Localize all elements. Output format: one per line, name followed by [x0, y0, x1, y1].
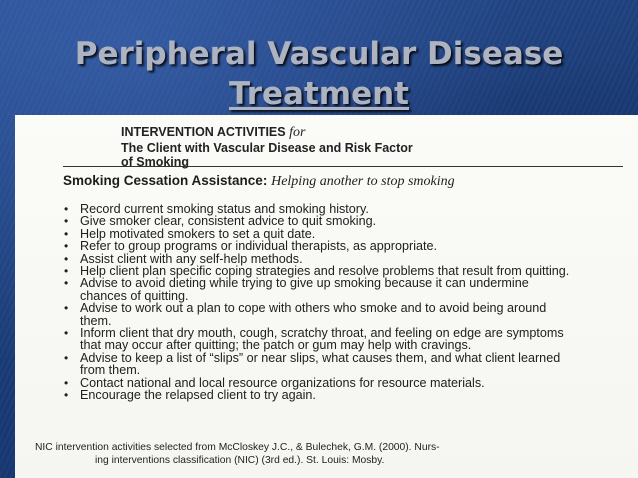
intervention-list: [63, 203, 573, 402]
bullet-icon: •: [64, 239, 69, 254]
citation-line-2: ing interventions classification (NIC) (3rd ed.). St. Louis: Mosby.: [95, 454, 385, 466]
list-item: [63, 389, 573, 401]
card-heading-line-2: The Client with Vascular Disease and Risk Factor: [121, 140, 413, 155]
title-line-2: Treatment: [228, 76, 409, 112]
citation-line-1: NIC intervention activities selected from McCloskey J.C., & Bulechek, G.M. (2000). Nurs-: [35, 442, 440, 453]
list-item-text: Record current smoking status and smoking history.: [80, 202, 369, 216]
list-item-text: Advise to work out a plan to cope with others who smoke and to avoid being around them.: [80, 301, 547, 328]
list-item-text: Inform client that dry mouth, cough, scratchy throat, and feeling on edge are symptoms that may occur after quitting; the patch or gum may help with cravings.: [80, 326, 564, 353]
section-definition: Helping another to stop smoking: [271, 174, 455, 189]
bullet-icon: •: [64, 226, 69, 241]
bullet-icon: •: [64, 202, 69, 216]
list-item-text: Advise to avoid dieting while trying to give up smoking because it can undermine chances of quitting.: [80, 276, 529, 303]
section-label: Smoking Cessation Assistance:: [63, 173, 268, 188]
list-item: [63, 277, 573, 302]
list-item-text: Give smoker clear, consistent advice to quit smoking.: [80, 214, 377, 229]
card-heading: [121, 125, 413, 170]
bullet-icon: •: [64, 388, 69, 403]
list-item: [63, 352, 573, 377]
list-item-text: Help motivated smokers to set a quit date.: [80, 226, 316, 241]
title-line-1: Peripheral Vascular Disease: [74, 36, 564, 72]
list-item-text: Refer to group programs or individual therapists, as appropriate.: [80, 239, 438, 254]
card-heading-for: for: [289, 125, 306, 140]
card-heading-line-3: of Smoking: [121, 155, 190, 169]
list-item: [63, 302, 573, 327]
bullet-icon: •: [64, 375, 69, 390]
list-item-text: Contact national and local resource organizations for resource materials.: [80, 375, 485, 390]
card-heading-main: INTERVENTION ACTIVITIES: [121, 125, 286, 139]
bullet-icon: •: [64, 276, 69, 291]
bullet-icon: •: [64, 214, 69, 229]
bullet-icon: •: [64, 264, 69, 279]
list-item-text: Encourage the relapsed client to try again.: [80, 388, 316, 403]
scanned-page: [15, 115, 638, 478]
slide-title: [0, 34, 638, 114]
bullet-icon: •: [64, 350, 69, 365]
divider: [63, 166, 623, 167]
section-heading: [63, 174, 563, 189]
bullet-icon: •: [64, 251, 69, 266]
bullet-icon: •: [64, 326, 69, 341]
list-item-text: Advise to keep a list of “slips” or near slips, what causes them, and what client learned from them.: [80, 350, 561, 378]
list-item: [63, 327, 573, 352]
citation: [35, 442, 635, 467]
bullet-icon: •: [64, 301, 69, 316]
list-item-text: Assist client with any self-help methods.: [80, 251, 303, 266]
list-item-text: Help client plan specific coping strategies and resolve problems that result from quitting.: [80, 264, 570, 279]
